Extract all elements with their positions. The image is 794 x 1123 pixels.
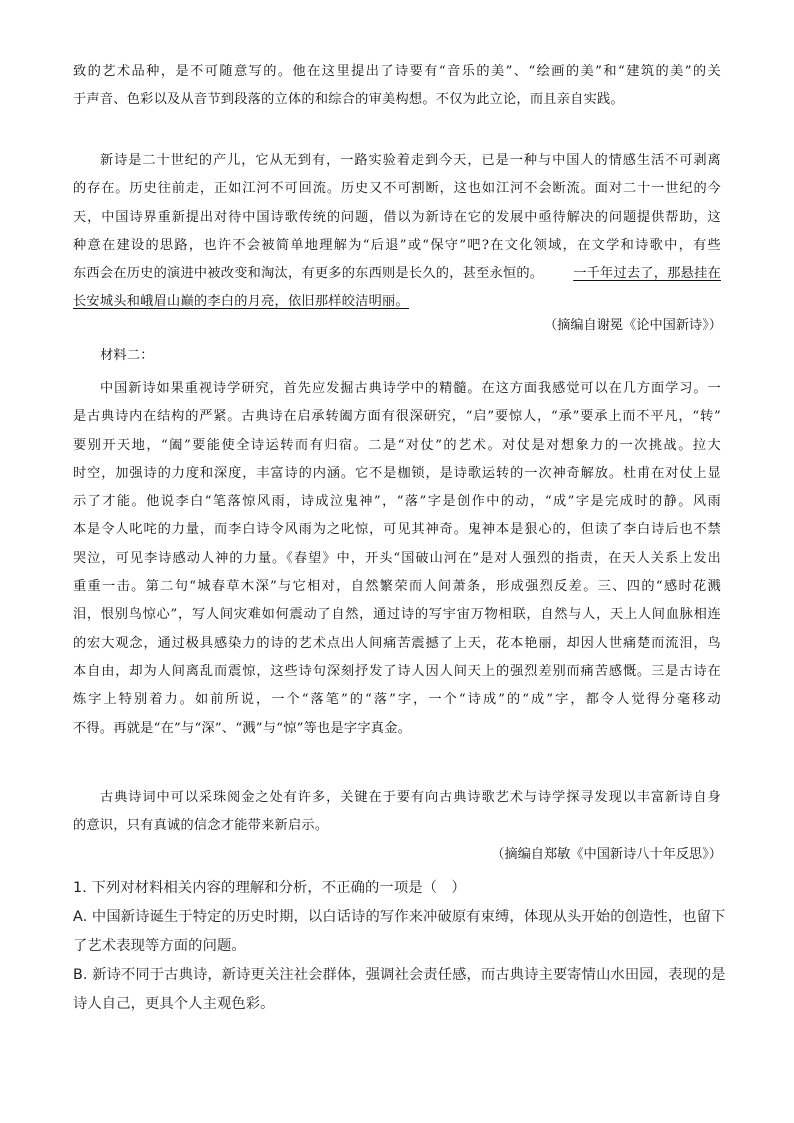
option-a: A. 中国新诗诞生于特定的历史时期，以白话诗的写作来冲破原有束缚，体现从头开始的创造性，也留下: [73, 909, 726, 925]
text-line: 炼字上特别着力。如前所说，一个“落笔”的“落”字，一个“诗成”的“成”字，都令人觉得分毫移动: [73, 692, 721, 708]
underlined-sentence: 长安城头和峨眉山巅的李白的月亮，依旧那样皎洁明丽。: [73, 294, 409, 310]
material-heading: 材料二：: [100, 348, 154, 363]
text-line: [73, 288, 721, 316]
text-line: 中国新诗如果重视诗学研究，首先应发掘古典诗学中的精髓。在这方面我感觉可以在几方面学习。一: [100, 381, 721, 396]
question-1: [73, 874, 726, 1019]
passage2-source: （摘编自郑敏《中国新诗八十年反思》）: [491, 847, 722, 862]
text-line: 哭泣，可见李诗感动人神的力量。《春望》中，开头“国破山河在”是对人强烈的指责，在天人关系上发出: [73, 550, 721, 566]
passage2-heading: [73, 342, 721, 370]
text-line: 的宏大观念，通过极具感染力的诗的艺术点出人间痛苦震撼了上天，花本艳丽，却因人世痛楚而流泪，鸟: [73, 635, 721, 651]
text-line: [73, 260, 721, 288]
text-line: 的意识，只有真诚的信念才能带来新启示。: [73, 818, 329, 834]
text-line: 新诗是二十世纪的产儿，它从无到有，一路实验着走到今天，已是一种与中国人的情感生活不可剥离: [100, 153, 721, 168]
text-line: 致的艺术品种，是不可随意写的。他在这里提出了诗要有“音乐的美”、“绘画的美”和“建筑的美”的关: [73, 64, 721, 79]
passage1-para2: [73, 147, 721, 317]
text-line: 的存在。历史往前走，正如江河不可回流。历史又不可割断，这也如江河不会断流。面对二十一世纪的今: [73, 181, 721, 197]
text-line: 不得。再就是“在”与“深”、“溅”与“惊”等也是字字真金。: [73, 720, 412, 736]
text-line: 示了才能。他说李白“笔落惊风雨，诗成泣鬼神”，“落”字是创作中的动，“成”字是完成时的静。风雨: [73, 494, 721, 510]
text-line: 时空，加强诗的力度和深度，丰富诗的内涵。它不是枷锁，是诗歌运转的一次神奇解放。杜甫在对仗上显: [73, 465, 721, 481]
question-stem: 1. 下列对材料相关内容的理解和分析，不正确的一项是（ ）: [73, 880, 466, 896]
passage2-para2: [73, 784, 721, 841]
text-line: 古典诗词中可以采珠阅金之处有许多，关键在于要有向古典诗歌艺术与诗学探寻发现以丰富新诗自身: [100, 790, 721, 805]
passage1-source: （摘编自谢冕《论中国新诗》）: [543, 318, 722, 333]
text-line: 要别开天地，“阖”要能使全诗运转而有归宿。二是“对仗”的艺术。对仗是对想象力的一次挑战。拉大: [73, 437, 721, 453]
text-line: 本是令人叱咤的力量，而李白诗令风雨为之叱惊，可见其神奇。鬼神本是狠心的，但读了李白诗后也不禁: [73, 522, 721, 538]
text-line: 是古典诗内在结构的严紧。古典诗在启承转阖方面有很深研究，“启”要惊人，“承”要承上而不平凡，“转”: [73, 409, 721, 425]
option-b: B. 新诗不同于古典诗，新诗更关注社会群体，强调社会责任感，而古典诗主要寄情山水田园，表现的是: [73, 967, 726, 983]
text-line: 本自由，却为人间离乱而震惊，这些诗句深刻抒发了诗人因人间天上的强烈差别而痛苦感慨。三是古诗在: [73, 663, 721, 679]
passage1-para1: [73, 58, 721, 115]
option-b-continued: 诗人自己，更具个人主观色彩。: [73, 996, 275, 1012]
text-line: 天，中国诗界重新提出对待中国诗歌传统的问题，借以为新诗在它的发展中亟待解决的问题提供帮助，这: [73, 209, 721, 225]
text-line: 泪，恨别鸟惊心”，写人间灾难如何震动了自然，通过诗的写宇宙万物相联，自然与人，天上人间血脉相连: [73, 607, 721, 623]
text-line: 种意在建设的思路，也许不会被简单地理解为“后退”或“保守”吧?在文化领域，在文学和诗歌中，有些: [73, 237, 721, 253]
text-line: 重重一击。第二句“城春草木深”与它相对，自然繁荣而人间萧条，形成强烈反差。三、四的“感时花溅: [73, 579, 721, 595]
underlined-sentence: 一千年过去了，那悬挂在: [573, 266, 721, 282]
text-line: 于声音、色彩以及从音节到段落的立体的和综合的审美构想。不仅为此立论，而且亲自实践。: [73, 92, 624, 108]
passage2-para1: [73, 375, 721, 743]
option-a-continued: 了艺术表现等方面的问题。: [73, 938, 246, 954]
text-segment: 东西会在历史的演进中被改变和淘汰，有更多的东西则是长久的，甚至永恒的。: [73, 266, 544, 282]
